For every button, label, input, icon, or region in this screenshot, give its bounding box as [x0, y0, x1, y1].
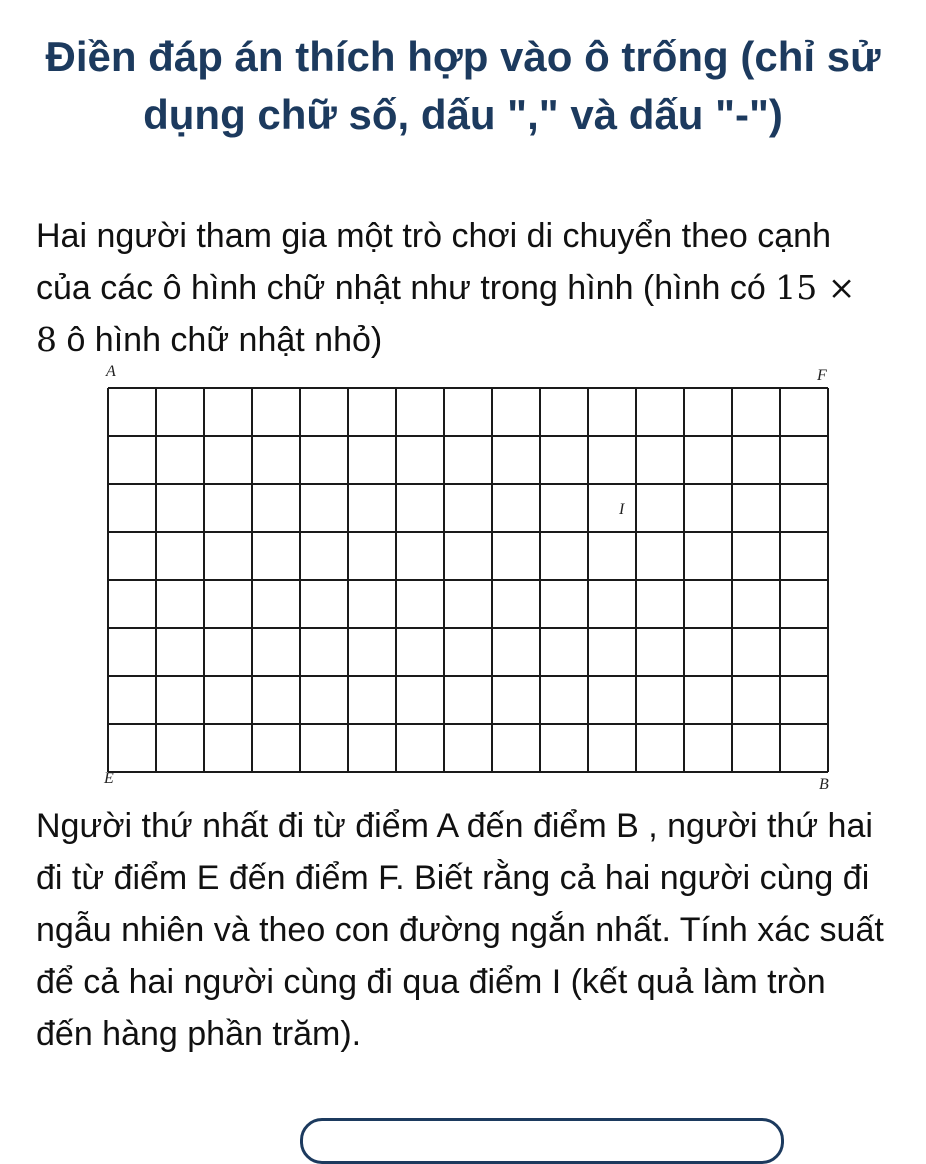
- intro-text-before: Hai người tham gia một trò chơi di chuyển theo cạnh của các ô hình chữ nhật như trong hình (hình có: [36, 217, 831, 307]
- answer-input[interactable]: [300, 1118, 784, 1164]
- label-e: E: [104, 770, 114, 787]
- problem-intro: [36, 210, 886, 366]
- question-title: Điền đáp án thích hợp vào ô trống (chỉ sử dụng chữ số, dấu "," và dấu "-"): [45, 33, 881, 138]
- grid-size-math: 15 × 8: [36, 268, 856, 359]
- intro-text-after: ô hình chữ nhật nhỏ): [57, 321, 383, 359]
- grid-lines: [108, 388, 828, 772]
- problem-question: Người thứ nhất đi từ điểm A đến điểm B , người thứ hai đi từ điểm E đến điểm F. Biết rằng cả hai người cùng đi ngẫu nhiên và theo con đường ngắn nhất. Tính xác suất để cả hai người cùng đi qua điểm I (kết quả làm tròn đến hàng phần trăm).: [36, 807, 884, 1053]
- label-i: I: [619, 501, 625, 518]
- grid-figure: [90, 360, 850, 800]
- label-b: B: [819, 776, 829, 793]
- label-f: F: [817, 367, 827, 384]
- label-a: A: [106, 363, 116, 380]
